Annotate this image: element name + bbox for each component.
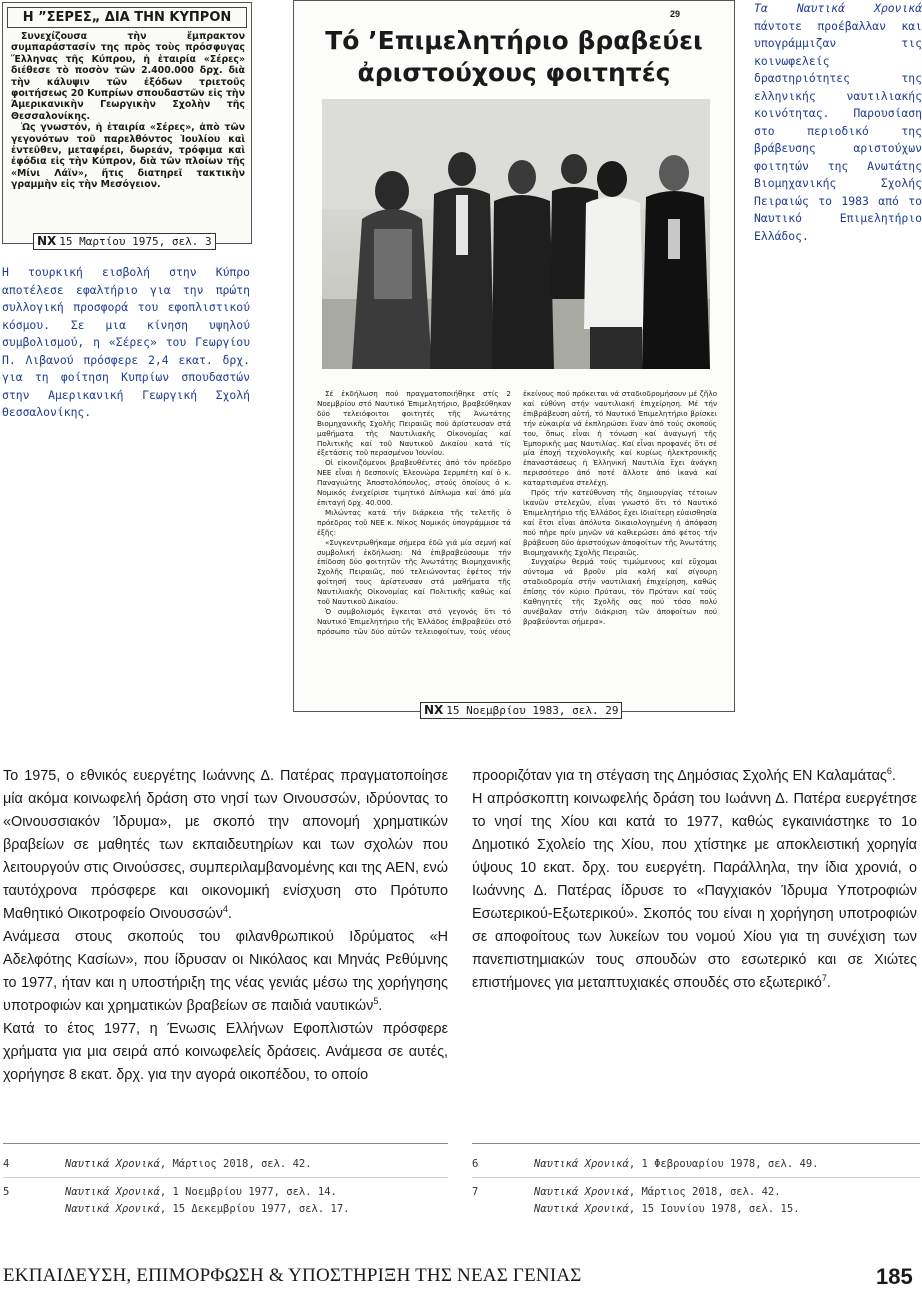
footnote-6	[472, 1156, 917, 1174]
footnote-ref[interactable]: 4	[222, 904, 228, 915]
footnote-text	[65, 1201, 349, 1219]
body-column-left	[3, 765, 448, 1087]
body-paragraph: προοριζόταν για τη στέγαση της Δημόσιας Σχολής ΕΝ Καλαμάτας$^6$.	[472, 766, 896, 784]
footnote-detail: , 15 Δεκεμβρίου 1977, σελ. 17.	[159, 1203, 350, 1215]
headline-line-2: ἀριστούχους φοιτητές	[357, 58, 671, 87]
body-text: Ανάμεσα στους σκοπούς του φιλανθρωπικού Ιδρύματος «Η Αδελφότης Κασίων», που ίδρυσαν οι Νικόλαος και Μηνάς Ρεθύμνης το 1977, ήταν και η υποστήριξη της νέας γενιάς μέσω της χορήγησης υποτροφιών και χρηματικών βραβείων σε παιδιά ναυτικών	[3, 929, 448, 1014]
article-paragraph: Μιλώντας κατά τήν διάρκεια τῆς τελετῆς ὁ πρόεδρος τοῦ ΝΕΕ κ. Νίκος Νομικός ὑπογράμμισε τά ἑξῆς:	[317, 507, 511, 537]
footnote-number: 5	[3, 1186, 10, 1198]
body-paragraph: Η απρόσκοπτη κοινωφελής δράση του Ιωάννη Δ. Πατέρα ευεργέτησε το νησί της Χίου και κατά το 1977, καθώς εγκαινιάστηκε το 1ο Δημοτικό Σχολείο της Χίου, που χτίστηκε με αποκλειστική χορηγία ύψους 10 εκατ. δρχ. του ευεργέτη. Παράλληλα, την ίδια χρονιά, ο Ιωάννης Δ. Πατέρας ίδρυσε το «Παγχιακόν Ίδρυμα Υποτροφιών Εσωτερικού-Εξωτερικού». Σκοπός του είναι η χορήγηση υποτροφιών σε αποφοίτους των λυκείων του νομού Χίου για τη συνέχιση των πανεπιστημιακών τους σπουδών στο εσωτερικό και σε Χιώτες επιστήμονες για μεταπτυχιακές σπουδές στο εξωτερικό$^7$.	[472, 791, 917, 991]
footnote-detail: , 1 Νοεμβρίου 1977, σελ. 14.	[159, 1186, 337, 1198]
clipping-citation	[420, 702, 622, 719]
footnote-ref[interactable]: 5	[373, 996, 379, 1007]
clipping-paragraph: Ὡς γνωστόν, ἡ ἑταιρία «Σέρες», ἀπὸ τῶν γεγονότων τοῦ παρελθόντος Ἰουλίου καὶ ἐντεῦθεν, μεταφέρει, δωρεάν, τρόφιμα καὶ ἐφόδια εἰς τὴν Κύπρον, διὰ τῶν πλοίων τῆς «Μίνι Λάϊν», ἤτις διατηρεῖ τακτικὴν γραμμὴν εἰς τὴν Μεσόγειον.	[11, 122, 245, 191]
clipping-paragraph: Συνεχίζουσα τὴν ἔμπρακτον συμπαράστασίν της πρὸς τοὺς πρόσφυγας Ἕλληνας τῆς Κύπρου, ἡ ἑταιρία «Σέρες» διέθεσε τὸ ποσὸν τῶν 2.400.000 δρχ. διὰ τὴν κάλυψιν τῶν ἐξόδων τριετοῦς φοιτήσεως 20 Κυπρίων σπουδαστῶν εἰς τὴν Ἀμερικανικὴν Γεωργικὴν Σχολὴν τῆς Θεσσαλονίκης.	[11, 31, 245, 122]
citation-text: 15 Νοεμβρίου 1983, σελ. 29	[446, 704, 619, 717]
footnote-text	[65, 1156, 312, 1174]
article-paragraph: «Συγκεντρωθήκαμε σήμερα ἐδῶ γιά μία σεμνή καί συμβολική ἐκδήλωση: Νά ἐπιβραβεύσουμε τήν ἐπίδοση δύο φοιτητῶν τῆς Ἀνωτάτης Βιομηχανικῆς Σχολῆς Πειραιῶς, πού τελειώνοντας ἐφέτος τήν φοίτησή τους ἀρίστευσαν στά μαθήματα τῆς Ναυτιλιακῆς Οἰκονομίας καί Πολιτικῆς καθώς καί τοῦ Ναυτικοῦ Δικαίου.	[317, 537, 511, 607]
article-paragraph: Συγχαίρω θερμά τούς τιμώμενους καί εὔχομαι σύντομα νά βροῦν μία καλή καί σίγουρη σταδιοδρομία στήν ναυτιλιακή ἐπιχείρηση, καθώς ἐπίσης τόν κύριο Πρύτανι, τόν Πρύτανι καί τούς Καθηγητές τῆς Σχολῆς σας πού τόσο πολύ συνέβαλαν στήν διάκριση τῶν ἀποφοίτων πού βραβεύονται σήμερα».	[523, 557, 717, 626]
page-number: 185	[876, 1264, 913, 1289]
running-footer-title: ΕΚΠΑΙΔΕΥΣΗ, ΕΠΙΜΟΡΦΩΣΗ & ΥΠΟΣΤΗΡΙΞΗ ΤΗΣ ΝΕΑΣ ΓΕΝΙΑΣ	[3, 1265, 582, 1286]
body-text: Το 1975, ο εθνικός ευεργέτης Ιωάννης Δ. Πατέρας πραγματοποίησε μία ακόμα κοινωφελή δράση στο νησί των Οινουσσών, ιδρύοντας το «Οινουσσιακόν Ίδρυμα», με σκοπό την απονομή χρηματικών βραβείων σε μαθητές των εκπαιδευτηρίων και των σχολών που λειτουργούν στις Οινούσσες, συμπεριλαμβανομένης και της ΑΕΝ, ενώ ταυτόχρονα πρόσφερε και οικονομική ενίσχυση στο Πρότυπο Μαθητικό Οικοτροφείο Οινουσσών	[3, 768, 448, 922]
footnote-detail: , Μάρτιος 2018, σελ. 42.	[159, 1158, 312, 1170]
footnote-5-cont	[3, 1201, 448, 1219]
nx-logo: NX	[37, 234, 57, 248]
clipping-page-number: 29	[670, 9, 681, 19]
footnote-text	[534, 1156, 818, 1174]
caption-right	[754, 0, 922, 245]
footnote-separator	[472, 1177, 920, 1178]
clipping-body	[11, 31, 245, 191]
caption-left: Η τουρκική εισβολή στην Κύπρο αποτέλεσε εφαλτήριο για την πρώτη συλλογική προσφορά του εφοπλιστικού κόσμου. Σε μια κίνηση υψηλού συμβολισμού, η «Σέρες» του Γεωργίου Π. Λιβανού πρόσφερε 2,4 εκατ. δρχ. για τη φοίτηση Κυπρίων σπουδαστών στην Αμερικανική Γεωργική Σχολή Θεσσαλονίκης.	[2, 265, 250, 419]
newspaper-clipping-1975	[2, 2, 252, 244]
body-paragraph: Το 1975, ο εθνικός ευεργέτης Ιωάννης Δ. Πατέρας πραγματοποίησε μία ακόμα κοινωφελή δράση στο νησί των Οινουσσών, ιδρύοντας το «Οινουσσιακόν Ίδρυμα», με σκοπό την απονομή χρηματικών βραβείων σε μαθητές των εκπαιδευτηρίων και των σχολών που λειτουργούν στις Οινούσσες, συμπεριλαμβανομένης και της ΑΕΝ, ενώ ταυτόχρονα πρόσφερε και οικονομική ενίσχυση στο Πρότυπο Μαθητικό Οικοτροφείο Οινουσσών$^4$.	[3, 768, 448, 922]
nx-logo: NX	[424, 703, 444, 717]
footnote-source: Ναυτικά Χρονικά	[65, 1186, 160, 1198]
footnote-7-cont	[472, 1201, 917, 1219]
footnote-4	[3, 1156, 448, 1174]
footnote-detail: , Μάρτιος 2018, σελ. 42.	[628, 1186, 781, 1198]
article-paragraph: Σέ ἐκδήλωση πού πραγματοποιήθηκε στίς 2 Νοεμβρίου στό Ναυτικό Ἐπιμελητήριο, βραβεύθηκαν δύο τελειόφοιτοι φοιτητές τῆς Ἀνωτάτης Βιομηχανικῆς Σχολῆς Πειραιῶς πού ἀρίστευσαν στά μαθήματα τῆς Ναυτιλιακῆς Οἰκονομίας καί Πολιτικῆς καί τοῦ Ναυτικοῦ Δικαίου κατά τίς ἐξετάσεις τοῦ περασμένου Ἰουνίου.	[317, 389, 511, 458]
citation-text: 15 Μαρτίου 1975, σελ. 3	[59, 235, 212, 248]
clipping-article-text	[317, 389, 717, 637]
clipping-headline: Η ”ΣΕΡΕΣ„ ΔΙΑ ΤΗΝ ΚΥΠΡΟΝ	[7, 7, 247, 28]
footnote-number: 4	[3, 1158, 10, 1170]
footnote-number: 6	[472, 1158, 479, 1170]
footnote-source: Ναυτικά Χρονικά	[534, 1186, 629, 1198]
magazine-name: Τα Ναυτικά Χρονικά	[754, 1, 922, 15]
footnote-number: 7	[472, 1186, 479, 1198]
article-paragraph: Οἱ εἰκονιζόμενοι βραβευθέντες ἀπό τόν πρόεδρο ΝΕΕ εἶναι ἡ δεσποινίς Ἐλεονώρα Σερμπέτη καί ὁ κ. Παναγιώτης Ἀποστολόπουλος, στούς ὁποίους ὁ κ. Νομικός ἐνεχείρισε τιμητικό Δίπλωμα καί ἀπό μία ἐπιταγή δρχ. 40.000.	[317, 458, 511, 507]
footnote-divider	[3, 1143, 448, 1144]
body-text: Η απρόσκοπτη κοινωφελής δράση του Ιωάννη Δ. Πατέρα ευεργέτησε το νησί της Χίου και κατά το 1977, καθώς εγκαινιάστηκε το 1ο Δημοτικό Σχολείο της Χίου, που χτίστηκε με αποκλειστική χορηγία ύψους 10 εκατ. δρχ. του ευεργέτη. Παράλληλα, την ίδια χρονιά, ο Ιωάννης Δ. Πατέρας ίδρυσε το «Παγχιακόν Ίδρυμα Υποτροφιών Εσωτερικού-Εξωτερικού». Σκοπός του είναι η χορήγηση υποτροφιών σε αποφοίτους των λυκείων του νομού Χίου για τη συνέχιση των πανεπιστημιακών τους σπουδών στο εσωτερικό και σε Χιώτες επιστήμονες για μεταπτυχιακές σπουδές στο εξωτερικό	[472, 791, 917, 991]
body-column-right	[472, 765, 917, 995]
footnote-5	[3, 1184, 448, 1202]
footnote-source: Ναυτικά Χρονικά	[65, 1203, 160, 1215]
footnote-ref[interactable]: 6	[886, 766, 892, 777]
article-paragraph: Πρός τήν κατεύθυνση τῆς δημιουργίας τέτοιων ἱκανῶν στελεχῶν, εἶναι γνωστό ὅτι τό Ναυτικό Ἐπιμελητήριο τῆς Ἑλλάδος ἔχει ἰδιαίτερη εὐαισθησία καί ἔτσι εἶναι ἀπόλυτα δικαιολογημένη ἡ ἀπόφαση πού πῆρε πρίν μηνῶν νά καθιερώσει ἀπό φέτος τήν βράβευση δύο ἀριστούχων ἀποφοίτων τῆς Ἀνωτάτης Βιομηχανικῆς Σχολῆς Πειραιῶς.	[523, 488, 717, 557]
body-paragraph: Ανάμεσα στους σκοπούς του φιλανθρωπικού Ιδρύματος «Η Αδελφότης Κασίων», που ίδρυσαν οι Νικόλαος και Μηνάς Ρεθύμνης το 1977, ήταν και η υποστήριξη της νέας γενιάς μέσω της χορήγησης υποτροφιών και χρηματικών βραβείων σε παιδιά ναυτικών$^5$.	[3, 929, 448, 1014]
headline-line-1: Τό ’Επιμελητήριο βραβεύει	[325, 26, 703, 55]
footnote-source: Ναυτικά Χρονικά	[534, 1158, 629, 1170]
footnote-text	[534, 1201, 800, 1219]
body-text: προοριζόταν για τη στέγαση της Δημόσιας Σχολής ΕΝ Καλαμάτας	[472, 768, 887, 784]
footnote-text	[534, 1184, 781, 1202]
clipping-citation	[33, 233, 216, 250]
footnote-detail: , 1 Φεβρουαρίου 1978, σελ. 49.	[628, 1158, 819, 1170]
footnote-separator	[3, 1177, 448, 1178]
caption-text: πάντοτε προέβαλλαν και υπογράμμιζαν τις κοινωφελείς δραστηριότητες της ελληνικής ναυτιλιακής κοινότητας. Παρουσίαση στο περιοδικό της βράβευσης αριστούχων φοιτητών της Ανωτάτης Βιομηχανικής Σχολής Πειραιώς το 1983 από το Ναυτικό Επιμελητήριο Ελλάδος.	[754, 18, 922, 243]
clipping-headline	[294, 25, 734, 89]
footnote-text	[65, 1184, 337, 1202]
body-paragraph: Κατά το έτος 1977, η Ένωσις Ελλήνων Εφοπλιστών πρόσφερε χρήματα για μια σειρά από κοινωφελείς δράσεις. Ανάμεσα σε αυτές, χορήγησε 8 εκατ. δρχ. για την αγορά οικοπέδου, το οποίο	[3, 1021, 448, 1083]
footnote-source: Ναυτικά Χρονικά	[65, 1158, 160, 1170]
photo-figures	[322, 99, 710, 369]
footnote-ref[interactable]: 7	[821, 973, 827, 984]
footnote-7	[472, 1184, 917, 1202]
article-paragraph: Ὁ συμβολισμός ἔγκειται στό γεγονός ὅτι τό Ναυτικό Ἐπιμελητήριο τῆς Ἑλλάδος ἐπιβραβεύει στό πρόσωπο τῶν δύο αὐτῶν τελειοφοίτων, τούς νέους ἐκείνους πού πρόκειται νά σταδιοδρομήσουν μέ ζῆλο καί εὐθύνη στήν ναυτιλιακή ἐπιχείρηση. Μέ τήν ἐπιβράβευση αὐτή, τό Ναυτικό Ἐπιμελητήριο βρίσκει τήν εὐκαιρία νά ἐκπληρώσει ἕναν ἀπό τούς σκοπούς του, ὅπως εἶναι ἡ τόνωση καί ἀναγωγή τῆς Ἐμπορικῆς μας Ναυτιλίας. Καί εἶναι προφανές ὅτι σέ μία ἐποχή τεχνολογικῆς καί κυρίως ἠλεκτρονικῆς ἐπαναστάσεως ἡ Ἑλληνική Ναυτιλία ἔχει ἀνάγκη περισσότερο ἀπό ποτέ ἄλλοτε ἀπό ἱκανά καί καταρτισμένα στελέχη.	[317, 389, 717, 636]
magazine-clipping-1983	[293, 0, 735, 712]
footnote-source: Ναυτικά Χρονικά	[534, 1203, 629, 1215]
footnote-divider	[472, 1143, 920, 1144]
footnote-detail: , 15 Ιουνίου 1978, σελ. 15.	[628, 1203, 800, 1215]
award-ceremony-photo	[322, 99, 710, 369]
